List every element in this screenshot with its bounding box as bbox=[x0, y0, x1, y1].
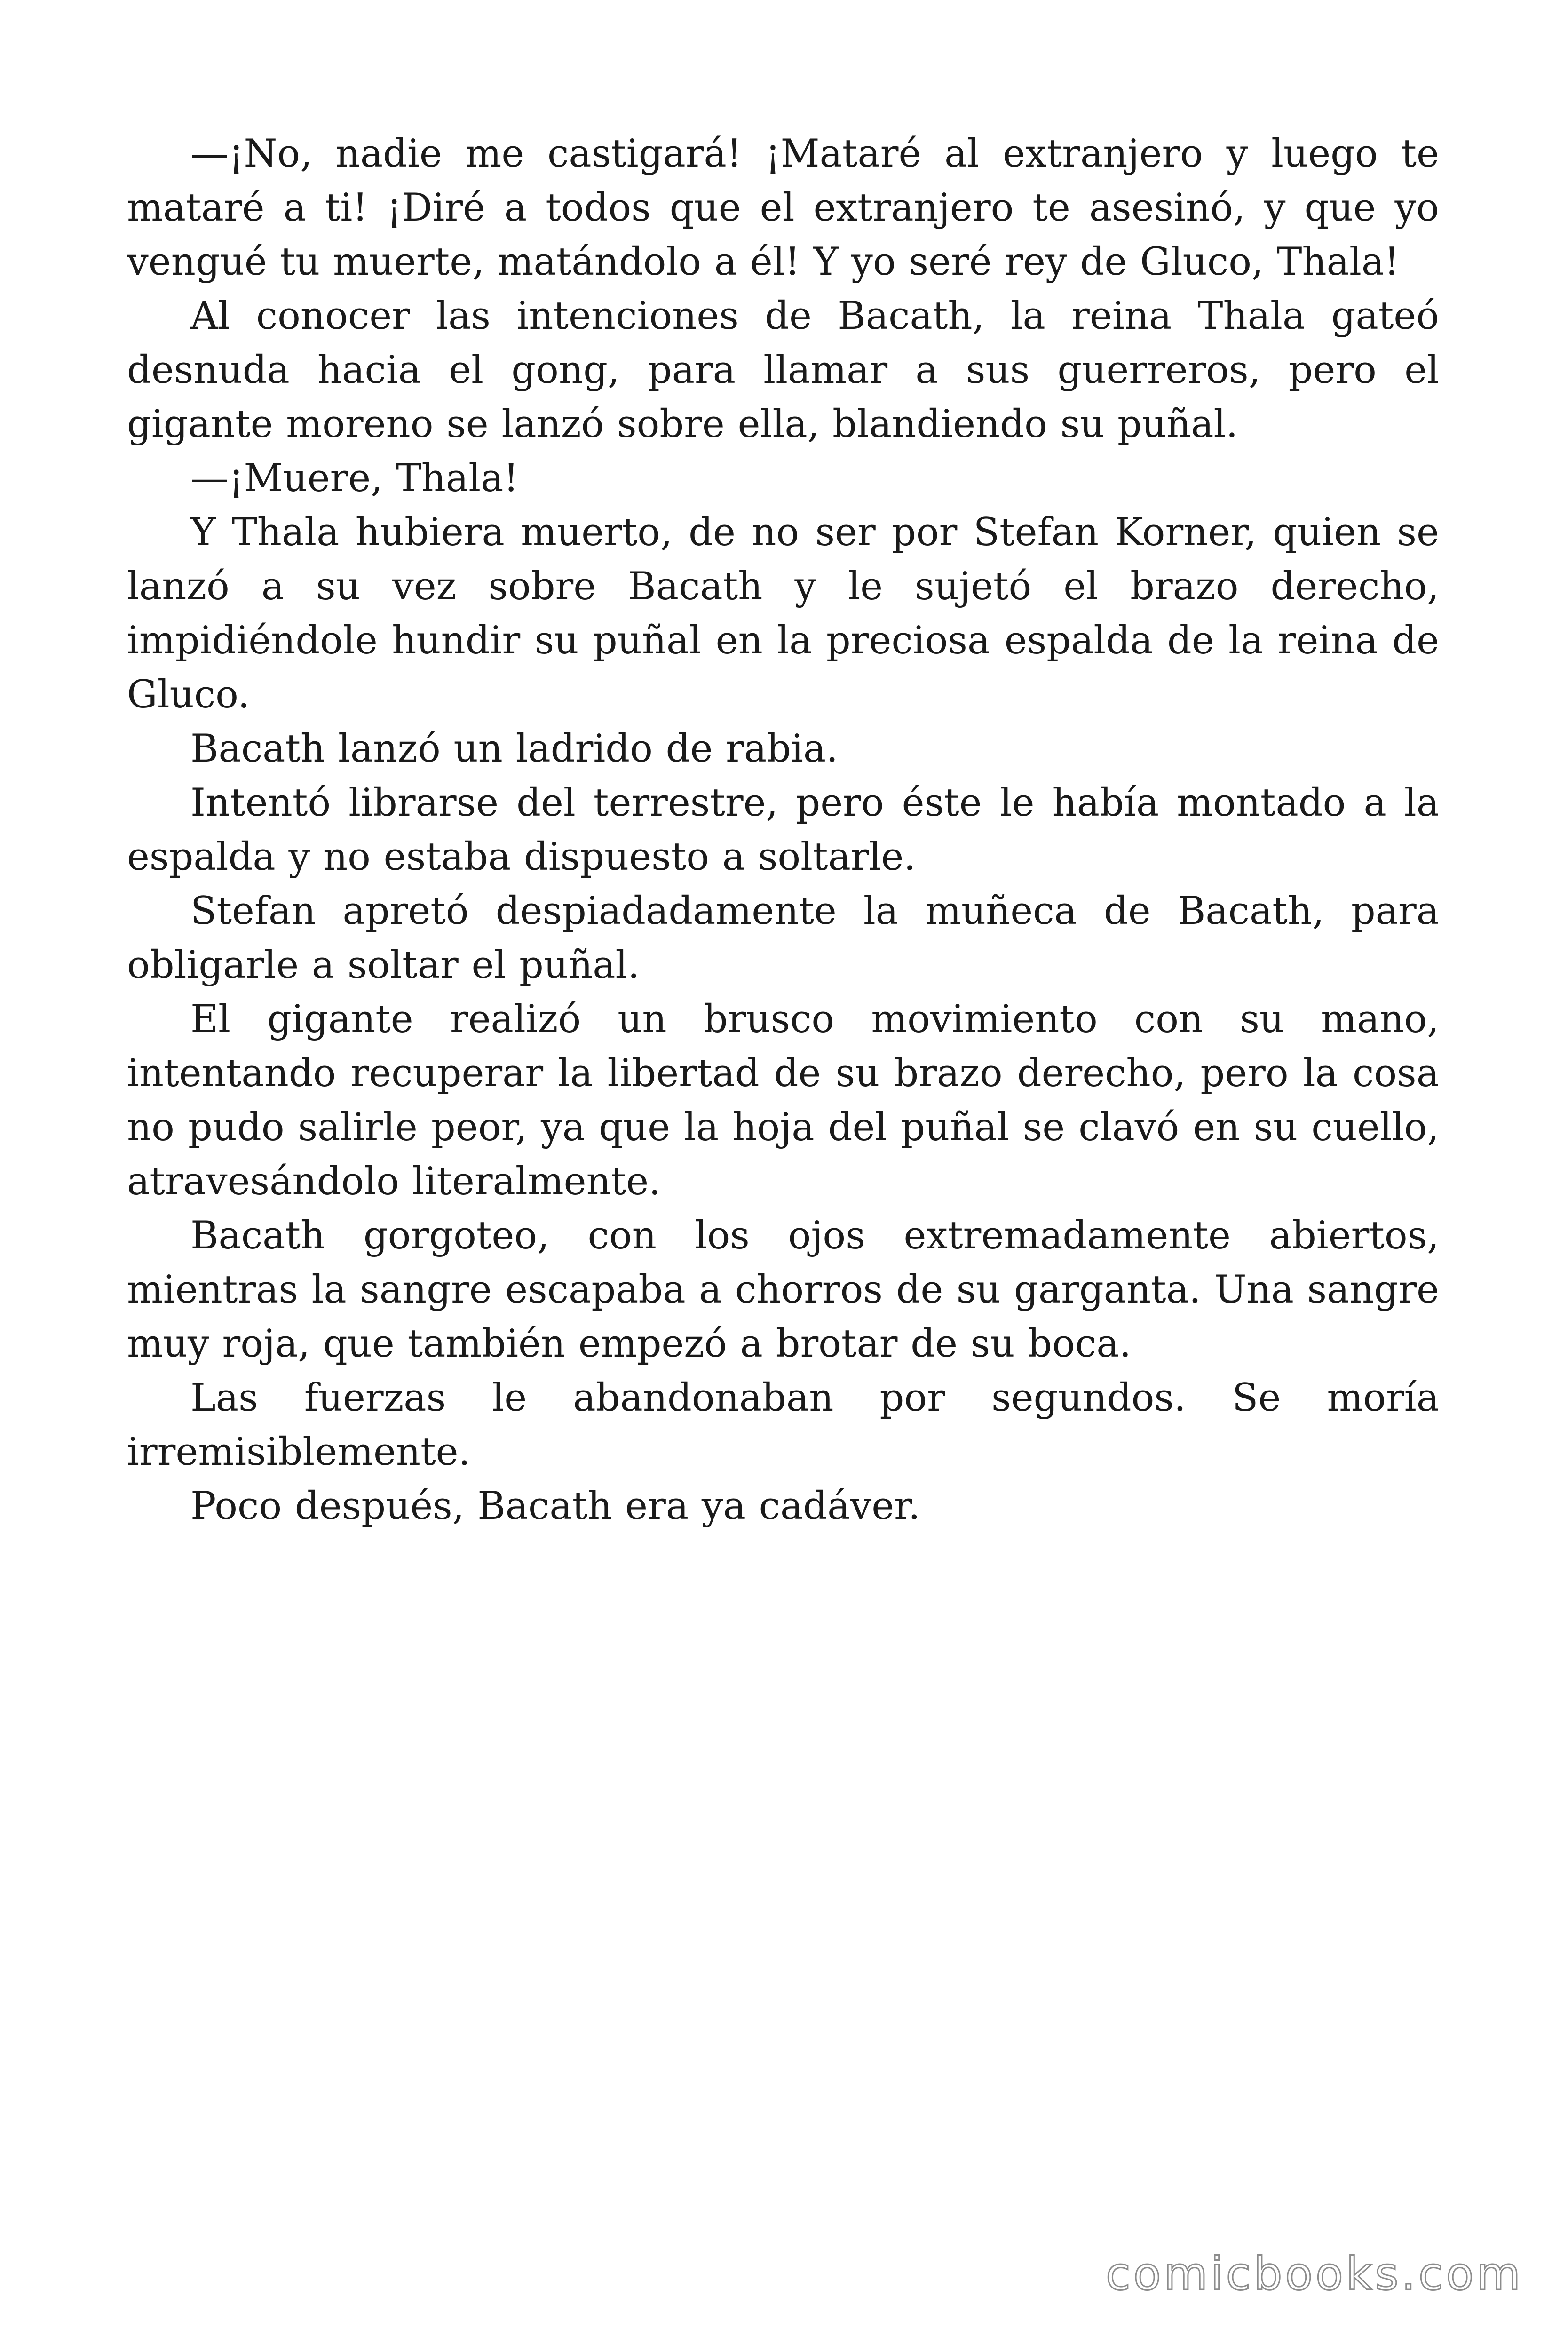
paragraph: Stefan apretó despiadadamente la muñeca de Bacath, para obligarle a soltar el puñal. bbox=[127, 889, 1439, 987]
paragraph: Poco después, Bacath era ya cadáver. bbox=[190, 1484, 920, 1528]
paragraph: Bacath gorgoteo, con los ojos extremadamente abiertos, mientras la sangre escapaba a chorros de su garganta. Una sangre muy roja, que también empezó a brotar de su boca. bbox=[127, 1214, 1439, 1366]
watermark: comicbooks.com bbox=[1105, 2248, 1523, 2300]
paragraph: Bacath lanzó un ladrido de rabia. bbox=[190, 727, 838, 771]
paragraph: El gigante realizó un brusco movimiento con su mano, intentando recuperar la libertad de su brazo derecho, pero la cosa no pudo salirle peor, ya que la hoja del puñal se clavó en su cuello, atravesándolo literalmente. bbox=[127, 997, 1439, 1204]
paragraph: Las fuerzas le abandonaban por segundos. Se moría irremisiblemente. bbox=[127, 1376, 1439, 1474]
paragraph: Y Thala hubiera muerto, de no ser por Stefan Korner, quien se lanzó a su vez sobre Bacath y le sujetó el brazo derecho, impidiéndole hundir su puñal en la preciosa espalda de la reina de Gluco. bbox=[127, 510, 1439, 717]
paragraph: —¡Muere, Thala! bbox=[190, 456, 519, 501]
paragraph: —¡No, nadie me castigará! ¡Mataré al extranjero y luego te mataré a ti! ¡Diré a todos que el extranjero te asesinó, y que yo vengué tu muerte, matándolo a él! Y yo seré rey de Gluco, Thala! bbox=[127, 132, 1439, 284]
paragraph: Intentó librarse del terrestre, pero éste le había montado a la espalda y no estaba dispuesto a soltarle. bbox=[127, 781, 1439, 879]
paragraph: Al conocer las intenciones de Bacath, la reina Thala gateó desnuda hacia el gong, para llamar a sus guerreros, pero el gigante moreno se lanzó sobre ella, blandiendo su puñal. bbox=[127, 294, 1439, 446]
page-text bbox=[127, 127, 1439, 1534]
